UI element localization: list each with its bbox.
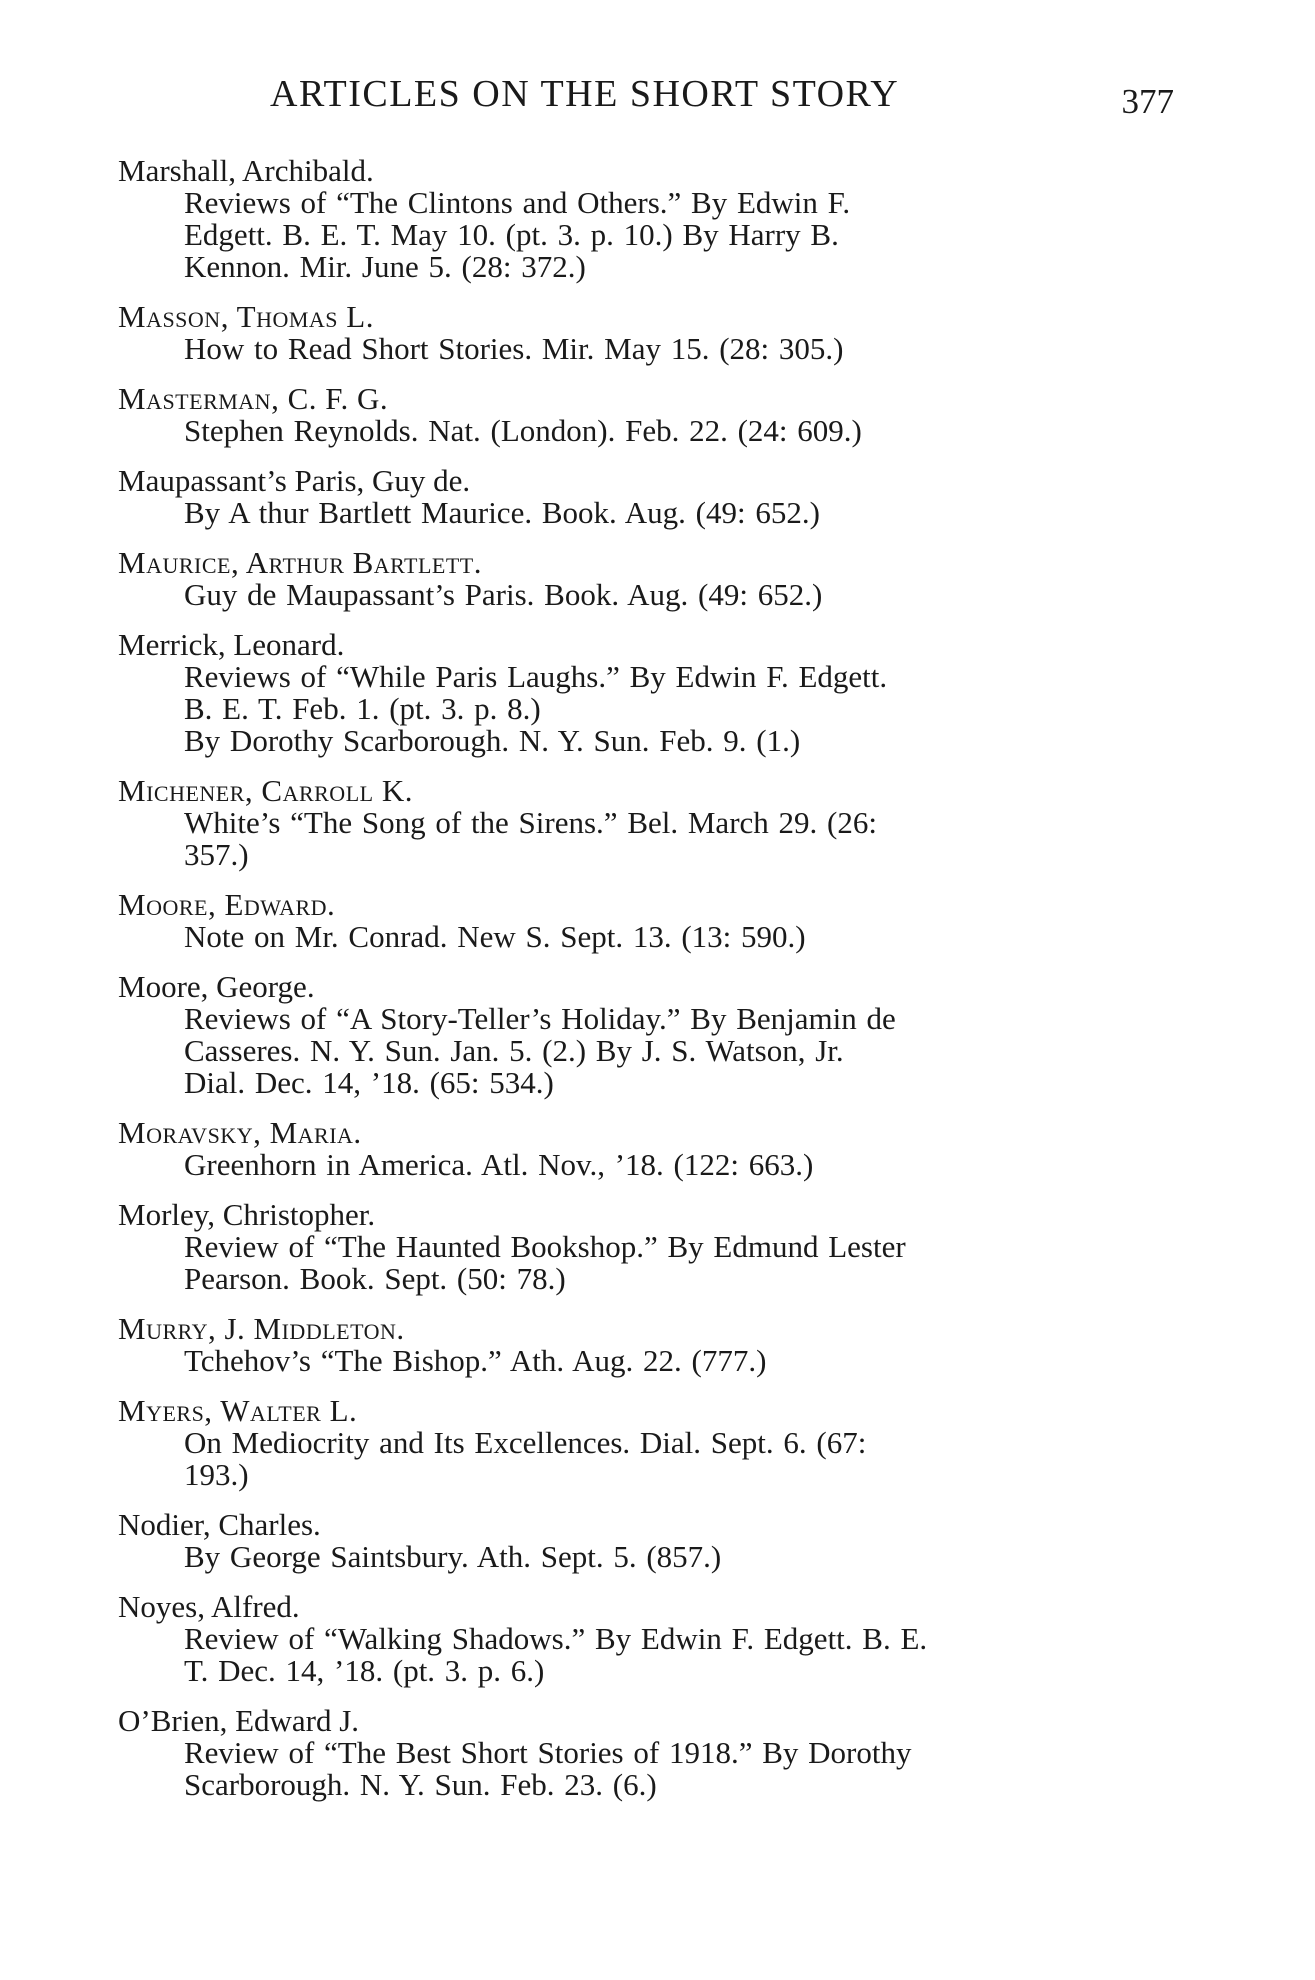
entry-author: Moore, Edward. [118, 887, 336, 922]
entry-author: Maurice, Arthur Bartlett. [118, 545, 482, 580]
entry-citation [118, 921, 1156, 953]
citation-line: Dial. Dec. 14, ’18. (65: 534.) [184, 1065, 554, 1100]
entry-author: Nodier, Charles. [118, 1507, 321, 1542]
citation-line: Casseres. N. Y. Sun. Jan. 5. (2.) By J. S. Watson, Jr. [184, 1033, 844, 1068]
book-page [118, 0, 1176, 1980]
entry-author: Moravsky, Maria. [118, 1115, 362, 1150]
bibliography-entry [118, 1312, 1176, 1377]
citation-line: B. E. T. Feb. 1. (pt. 3. p. 8.) [184, 691, 541, 726]
entry-author: Morley, Christopher. [118, 1197, 376, 1232]
entry-author: Merrick, Leonard. [118, 627, 345, 662]
bibliography-entry [118, 888, 1176, 953]
bibliography-entry [118, 300, 1176, 365]
running-title: ARTICLES ON THE SHORT STORY [270, 73, 900, 115]
citation-line: How to Read Short Stories. Mir. May 15. (28: 305.) [184, 331, 844, 366]
entry-citation [118, 807, 1156, 871]
citation-line: Kennon. Mir. June 5. (28: 372.) [184, 249, 586, 284]
bibliography-entry [118, 774, 1176, 871]
citation-line: By Dorothy Scarborough. N. Y. Sun. Feb. 9. (1.) [184, 723, 801, 758]
citation-line: Scarborough. N. Y. Sun. Feb. 23. (6.) [184, 1767, 657, 1802]
citation-line: Pearson. Book. Sept. (50: 78.) [184, 1261, 566, 1296]
bibliography-entry [118, 154, 1176, 283]
entry-author: Marshall, Archibald. [118, 153, 374, 188]
entry-citation [118, 1003, 1156, 1099]
bibliography-entry [118, 970, 1176, 1099]
citation-line: Review of “Walking Shadows.” By Edwin F. Edgett. B. E. [184, 1621, 928, 1656]
bibliography-entry [118, 1590, 1176, 1687]
citation-line: On Mediocrity and Its Excellences. Dial. Sept. 6. (67: [184, 1425, 867, 1460]
entry-citation [118, 1541, 1156, 1573]
entry-citation [118, 333, 1156, 365]
entry-citation [118, 1623, 1156, 1687]
citation-line: By George Saintsbury. Ath. Sept. 5. (857.) [184, 1539, 722, 1574]
citation-line: White’s “The Song of the Sirens.” Bel. March 29. (26: [184, 805, 877, 840]
citation-line: Review of “The Haunted Bookshop.” By Edmund Lester [184, 1229, 906, 1264]
entry-citation [118, 187, 1156, 283]
entry-citation [118, 1149, 1156, 1181]
citation-line: Reviews of “The Clintons and Others.” By Edwin F. [184, 185, 851, 220]
entry-citation [118, 661, 1156, 757]
entry-citation [118, 1231, 1156, 1295]
citation-line: Note on Mr. Conrad. New S. Sept. 13. (13: 590.) [184, 919, 806, 954]
citation-line: Stephen Reynolds. Nat. (London). Feb. 22. (24: 609.) [184, 413, 862, 448]
entry-author: Myers, Walter L. [118, 1393, 358, 1428]
bibliography-entry [118, 1394, 1176, 1491]
citation-line: T. Dec. 14, ’18. (pt. 3. p. 6.) [184, 1653, 545, 1688]
entry-citation [118, 497, 1156, 529]
bibliography-entry [118, 1704, 1176, 1801]
entry-author: Moore, George. [118, 969, 315, 1004]
bibliography-entry [118, 1116, 1176, 1181]
entry-author: Michener, Carroll K. [118, 773, 413, 808]
citation-line: Review of “The Best Short Stories of 1918.” By Dorothy [184, 1735, 912, 1770]
entry-author: O’Brien, Edward J. [118, 1703, 360, 1738]
running-head [118, 72, 1176, 122]
entry-citation [118, 1345, 1156, 1377]
entry-citation [118, 415, 1156, 447]
citation-line: 193.) [184, 1457, 249, 1492]
citation-line: Reviews of “While Paris Laughs.” By Edwin F. Edgett. [184, 659, 888, 694]
entry-author: Maupassant’s Paris, Guy de. [118, 463, 471, 498]
citation-line: Edgett. B. E. T. May 10. (pt. 3. p. 10.) By Harry B. [184, 217, 839, 252]
bibliography-entry [118, 1508, 1176, 1573]
bibliography-entries [118, 154, 1176, 1818]
entry-author: Noyes, Alfred. [118, 1589, 300, 1624]
entry-citation [118, 1427, 1156, 1491]
bibliography-entry [118, 382, 1176, 447]
bibliography-entry [118, 1198, 1176, 1295]
citation-line: By A thur Bartlett Maurice. Book. Aug. (49: 652.) [184, 495, 820, 530]
citation-line: 357.) [184, 837, 249, 872]
bibliography-entry [118, 546, 1176, 611]
bibliography-entry [118, 464, 1176, 529]
entry-citation [118, 579, 1156, 611]
citation-line: Tchehov’s “The Bishop.” Ath. Aug. 22. (777.) [184, 1343, 767, 1378]
citation-line: Greenhorn in America. Atl. Nov., ’18. (122: 663.) [184, 1147, 814, 1182]
page-number: 377 [1121, 82, 1174, 121]
citation-line: Reviews of “A Story-Teller’s Holiday.” By Benjamin de [184, 1001, 896, 1036]
bibliography-entry [118, 628, 1176, 757]
citation-line: Guy de Maupassant’s Paris. Book. Aug. (49: 652.) [184, 577, 823, 612]
entry-author: Murry, J. Middleton. [118, 1311, 405, 1346]
entry-author: Masterman, C. F. G. [118, 381, 389, 416]
entry-citation [118, 1737, 1156, 1801]
entry-author: Masson, Thomas L. [118, 299, 374, 334]
